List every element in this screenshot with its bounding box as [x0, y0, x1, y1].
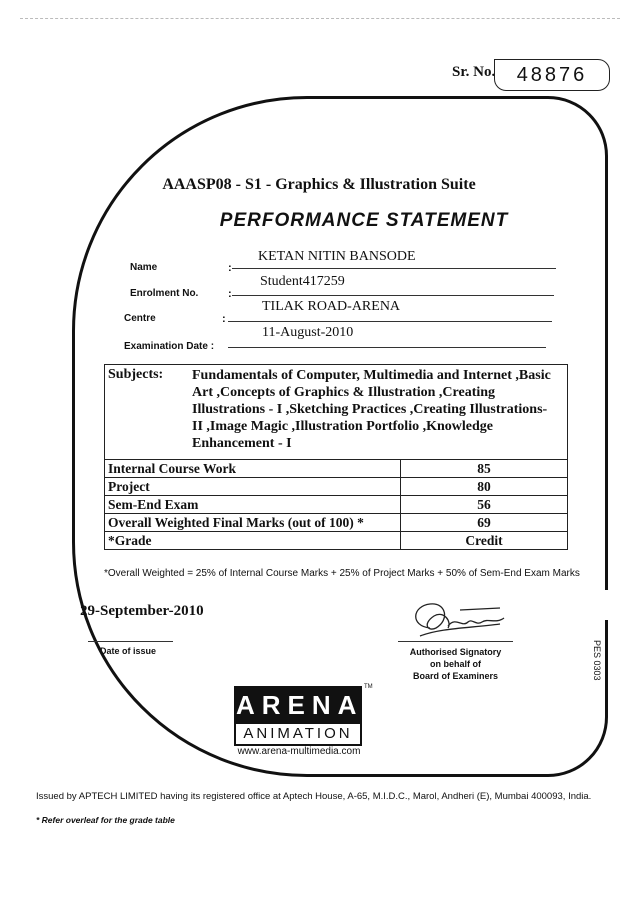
- exam-date-underline: [228, 347, 546, 348]
- name-colon: :: [228, 262, 232, 274]
- marks-value: 69: [401, 514, 568, 532]
- enrolment-value: Student417259: [260, 274, 345, 289]
- marks-value: Credit: [401, 532, 568, 550]
- marks-label: Overall Weighted Final Marks (out of 100) *: [105, 514, 401, 532]
- signatory-line3: Board of Examiners: [412, 671, 499, 681]
- logo-url: www.arena-multimedia.com: [237, 746, 361, 757]
- arena-logo: [234, 686, 362, 746]
- enrolment-label: Enrolment No.: [130, 288, 199, 299]
- logo-bottom: ANIMATION: [234, 724, 362, 746]
- frame-gap: [600, 590, 614, 620]
- table-row: [105, 478, 568, 496]
- signatory-line2: on behalf of: [430, 659, 481, 669]
- trademark-mark: TM: [364, 684, 373, 690]
- issued-by: Issued by APTECH LIMITED having its registered office at Aptech House, A-65, M.I.D.C., Marol, Andheri (E), Mumbai 400093, India.: [36, 791, 592, 802]
- course-title: AAASP08 - S1 - Graphics & Illustration Suite: [162, 176, 476, 193]
- issue-date-line: [88, 641, 173, 642]
- top-divider: [20, 18, 620, 19]
- name-value: KETAN NITIN BANSODE: [258, 249, 416, 264]
- signatory-line1: Authorised Signatory: [409, 647, 502, 657]
- marks-value: 80: [401, 478, 568, 496]
- table-row: [105, 532, 568, 550]
- serial-number: 48876: [494, 59, 610, 91]
- marks-label: Internal Course Work: [105, 460, 401, 478]
- signature-line: [398, 641, 513, 642]
- issue-date: 29-September-2010: [80, 603, 204, 619]
- marks-value: 56: [401, 496, 568, 514]
- side-code: PES 0303: [592, 640, 602, 681]
- centre-underline: [228, 321, 552, 322]
- issue-date-label: Date of issue: [100, 646, 157, 656]
- exam-date-value: 11-August-2010: [262, 325, 354, 340]
- signature-image: [400, 598, 510, 640]
- marks-label: Project: [105, 478, 401, 496]
- table-row: [105, 514, 568, 532]
- exam-date-label: Examination Date :: [124, 341, 215, 352]
- marks-value: 85: [401, 460, 568, 478]
- centre-label: Centre: [124, 313, 156, 324]
- logo-top: ARENA: [234, 686, 362, 724]
- enrolment-colon: :: [228, 288, 232, 300]
- centre-colon: :: [222, 313, 226, 325]
- marks-table: [104, 459, 568, 550]
- centre-value: TILAK ROAD-ARENA: [262, 299, 401, 314]
- subjects-text: Fundamentals of Computer, Multimedia and Internet ,Basic Art ,Concepts of Graphics & Illustration ,Creating Illustrations - I ,Sketching Practices ,Creating Illustrations- II ,Image Magic ,Illustration Portfolio ,Knowledge Enhancement - I: [192, 368, 551, 451]
- signatory-block: [388, 646, 523, 682]
- marks-label: *Grade: [105, 532, 401, 550]
- weighting-note: *Overall Weighted = 25% of Internal Course Marks + 25% of Project Marks + 50% of Sem-End Exam Marks: [104, 568, 580, 579]
- serial-label: Sr. No.: [452, 64, 496, 80]
- enrolment-underline: [232, 295, 554, 296]
- subjects-label: Subjects:: [108, 367, 164, 382]
- name-label: Name: [130, 262, 158, 273]
- marks-label: Sem-End Exam: [105, 496, 401, 514]
- table-row: [105, 496, 568, 514]
- table-row: [105, 460, 568, 478]
- refer-note: * Refer overleaf for the grade table: [36, 815, 175, 825]
- name-underline: [232, 268, 556, 269]
- statement-title: PERFORMANCE STATEMENT: [219, 210, 509, 231]
